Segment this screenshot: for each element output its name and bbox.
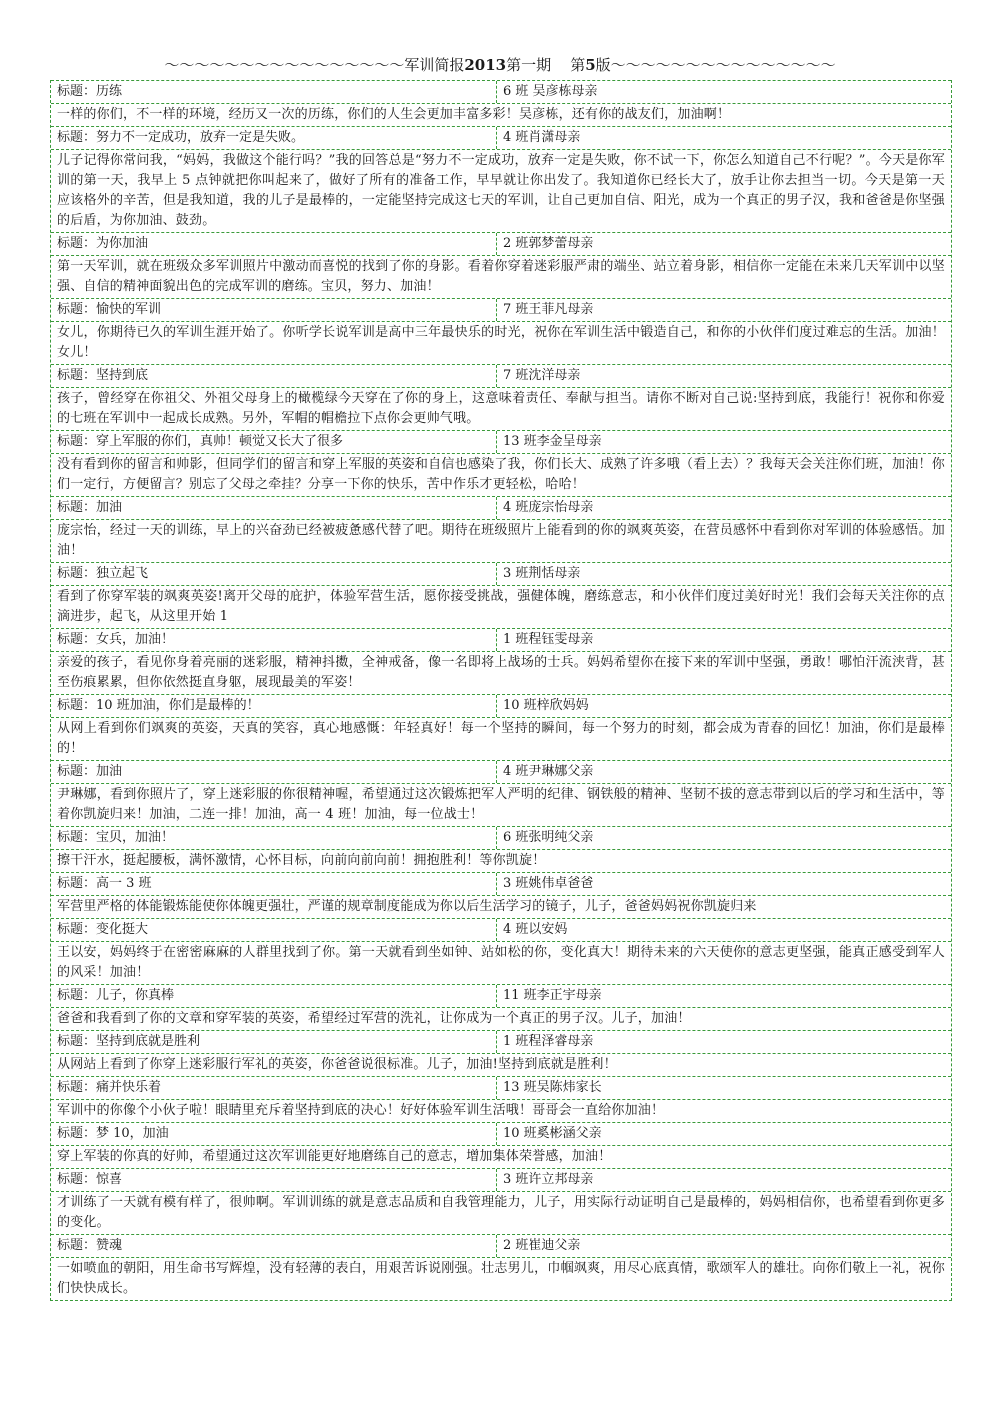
entry-title: 标题：儿子，你真棒 bbox=[51, 985, 497, 1007]
entry-header-row bbox=[51, 872, 951, 895]
entry-header-row bbox=[51, 1234, 951, 1257]
entry-author: 7 班王菲凡母亲 bbox=[503, 302, 594, 317]
message-entry bbox=[51, 496, 951, 562]
entry-header-row bbox=[51, 760, 951, 783]
header-left-waves: ～～～～～～～～～～～～～～～～ bbox=[164, 56, 405, 74]
entry-message: 从网站上看到了你穿上迷彩服行军礼的英姿，你爸爸说很标准。儿子，加油!坚持到底就是胜利！ bbox=[51, 1053, 951, 1076]
message-entry bbox=[51, 80, 951, 126]
entry-message: 擦干汗水，挺起腰板，满怀激情，心怀目标，向前向前向前！拥抱胜利！等你凯旋！ bbox=[51, 849, 951, 872]
entry-message: 儿子记得你常问我，“妈妈，我做这个能行吗？”我的回答总是“努力不一定成功，放弃一定是失败，你不试一下，你怎么知道自己不行呢？”。今天是你军训的第一天，我早上 5 点钟就把你叫起来了，做好了所有的准备工作，早早就让你出发了。我知道你已经长大了，放手让你去担当一切。今天是第一天应该格外的辛苦，但是我知道，我的儿子是最棒的，一定能坚持完成这七天的军训，让自己更加自信、阳光，成为一个真正的男子汉，我和爸爸是你坚强的后盾，为你加油、鼓劲。 bbox=[51, 149, 951, 232]
entry-title: 标题：坚持到底 bbox=[51, 365, 497, 387]
entry-title: 标题：赞魂 bbox=[51, 1235, 497, 1257]
message-entry bbox=[51, 232, 951, 298]
entry-message: 穿上军装的你真的好帅，希望通过这次军训能更好地磨练自己的意志，增加集体荣誉感，加油！ bbox=[51, 1145, 951, 1168]
entry-author: 10 班梓欣妈妈 bbox=[503, 698, 589, 713]
entry-message: 女儿，你期待已久的军训生涯开始了。你听学长说军训是高中三年最快乐的时光，祝你在军训生活中锻造自己，和你的小伙伴们度过难忘的生活。加油！女儿！ bbox=[51, 321, 951, 364]
entry-message: 看到了你穿军装的飒爽英姿!离开父母的庇护，体验军营生活，愿你接受挑战，强健体魄，磨练意志，和小伙伴们度过美好时光！我们会每天关注你的点滴进步，起飞，从这里开始 1 bbox=[51, 585, 951, 628]
entry-author: 3 班姚伟卓爸爸 bbox=[503, 876, 594, 891]
message-entry bbox=[51, 1234, 951, 1300]
message-entry bbox=[51, 298, 951, 364]
entry-header-row bbox=[51, 1076, 951, 1099]
message-entry bbox=[51, 430, 951, 496]
entry-author: 4 班尹琳娜父亲 bbox=[503, 764, 594, 779]
entry-header-row bbox=[51, 126, 951, 149]
entry-header-row bbox=[51, 1030, 951, 1053]
message-entry bbox=[51, 1122, 951, 1168]
header-paper-name: 军训简报 bbox=[404, 56, 465, 74]
entry-author: 1 班程泽睿母亲 bbox=[503, 1034, 594, 1049]
message-entry bbox=[51, 364, 951, 430]
entry-author: 2 班崔迪父亲 bbox=[503, 1238, 581, 1253]
message-entry bbox=[51, 826, 951, 872]
entry-message: 亲爱的孩子，看见你身着亮丽的迷彩服，精神抖擞，全神戒备，像一名即将上战场的士兵。妈妈希望你在接下来的军训中坚强，勇敢！哪怕汗流浃背，甚至伤痕累累，但你依然挺直身躯，展现最美的军姿！ bbox=[51, 651, 951, 694]
entry-title: 标题：变化挺大 bbox=[51, 919, 497, 941]
entry-author: 3 班荆恬母亲 bbox=[503, 566, 581, 581]
message-entry bbox=[51, 1030, 951, 1076]
header-issue: 第一期 bbox=[506, 56, 552, 74]
entry-message: 王以安，妈妈终于在密密麻麻的人群里找到了你。第一天就看到坐如钟、站如松的你，变化真大！期待未来的六天使你的意志更坚强，能真正感受到军人的风采！加油！ bbox=[51, 941, 951, 984]
entry-header-row bbox=[51, 1122, 951, 1145]
entry-message: 从网上看到你们飒爽的英姿，天真的笑容，真心地感慨：年轻真好！每一个坚持的瞬间，每一个努力的时刻，都会成为青春的回忆！加油，你们是最棒的！ bbox=[51, 717, 951, 760]
entry-header-row bbox=[51, 298, 951, 321]
entry-title: 标题：高一 3 班 bbox=[51, 873, 497, 895]
entry-title: 标题：努力不一定成功，放弃一定是失败。 bbox=[51, 127, 497, 149]
issue-header bbox=[50, 52, 950, 78]
entry-author: 13 班李金呈母亲 bbox=[503, 434, 602, 449]
entry-title: 标题：坚持到底就是胜利 bbox=[51, 1031, 497, 1053]
entry-header-row bbox=[51, 826, 951, 849]
entry-author: 7 班沈洋母亲 bbox=[503, 368, 581, 383]
entry-author: 2 班郭梦蕾母亲 bbox=[503, 236, 594, 251]
entry-message: 才训练了一天就有模有样了，很帅啊。军训训练的就是意志品质和自我管理能力，儿子，用实际行动证明自己是最棒的，妈妈相信你，也希望看到你更多的变化。 bbox=[51, 1191, 951, 1234]
entry-author: 1 班程钰雯母亲 bbox=[503, 632, 594, 647]
entry-header-row bbox=[51, 918, 951, 941]
entry-author: 4 班庞宗怡母亲 bbox=[503, 500, 594, 515]
entry-message: 尹琳娜，看到你照片了，穿上迷彩服的你很精神喔，希望通过这次锻炼把军人严明的纪律、钢铁般的精神、坚韧不拔的意志带到以后的学习和生活中，等着你凯旋归来！加油，二连一排！加油，高一 4 班！加油，每一位战士！ bbox=[51, 783, 951, 826]
message-entry bbox=[51, 760, 951, 826]
entry-title: 标题：加油 bbox=[51, 761, 497, 783]
header-page-prefix: 第 bbox=[570, 56, 586, 74]
entry-message: 第一天军训，就在班级众多军训照片中激动而喜悦的找到了你的身影。看着你穿着迷彩服严肃的端坐、站立着身影，相信你一定能在未来几天军训中以坚强、自信的精神面貌出色的完成军训的磨练。宝贝，努力、加油！ bbox=[51, 255, 951, 298]
entry-message: 庞宗怡，经过一天的训练，早上的兴奋劲已经被疲惫感代替了吧。期待在班级照片上能看到的你的飒爽英姿，在营员感怀中看到你对军训的体验感悟。加油！ bbox=[51, 519, 951, 562]
entry-author: 6 班 吴彦栋母亲 bbox=[503, 84, 598, 99]
entry-title: 标题：愉快的军训 bbox=[51, 299, 497, 321]
entry-title: 标题：加油 bbox=[51, 497, 497, 519]
entry-title: 标题：独立起飞 bbox=[51, 563, 497, 585]
header-right-waves: ～～～～～～～～～～～～～～～ bbox=[610, 56, 836, 74]
entry-title: 标题：为你加油 bbox=[51, 233, 497, 255]
entry-author: 11 班李正宇母亲 bbox=[503, 988, 602, 1003]
header-year: 2013 bbox=[464, 56, 507, 74]
entry-header-row bbox=[51, 628, 951, 651]
entry-message: 没有看到你的留言和帅影，但同学们的留言和穿上军服的英姿和自信也感染了我，你们长大、成熟了许多哦（看上去）？我每天会关注你们班，加油！你们一定行，方便留言？别忘了父母之牵挂？分享一下你的快乐，苦中作乐才更轻松，哈哈！ bbox=[51, 453, 951, 496]
message-entry bbox=[51, 984, 951, 1030]
entry-author: 6 班张明纯父亲 bbox=[503, 830, 594, 845]
entry-header-row bbox=[51, 80, 951, 103]
message-board bbox=[50, 80, 952, 1301]
entry-author: 13 班吴陈炜家长 bbox=[503, 1080, 602, 1095]
message-entry bbox=[51, 694, 951, 760]
entry-message: 一如喷血的朝阳，用生命书写辉煌，没有轻薄的表白，用艰苦诉说刚强。壮志男儿，巾帼飒爽，用尽心底真情，歌颂军人的雄壮。向你们敬上一礼，祝你们快快成长。 bbox=[51, 1257, 951, 1300]
message-entry bbox=[51, 126, 951, 232]
entry-title: 标题：穿上军服的你们，真帅！顿觉又长大了很多 bbox=[51, 431, 497, 453]
entry-message: 爸爸和我看到了你的文章和穿军装的英姿，希望经过军营的洗礼，让你成为一个真正的男子汉。儿子，加油！ bbox=[51, 1007, 951, 1030]
entry-author: 4 班肖潇母亲 bbox=[503, 130, 581, 145]
message-entry bbox=[51, 562, 951, 628]
entry-header-row bbox=[51, 232, 951, 255]
entry-title: 标题：女兵，加油！ bbox=[51, 629, 497, 651]
message-entry bbox=[51, 1168, 951, 1234]
entry-title: 标题：梦 10，加油 bbox=[51, 1123, 497, 1145]
entry-title: 标题：10 班加油，你们是最棒的！ bbox=[51, 695, 497, 717]
entry-header-row bbox=[51, 562, 951, 585]
entry-message: 孩子，曾经穿在你祖父、外祖父母身上的橄榄绿今天穿在了你的身上，这意味着责任、奉献与担当。请你不断对自己说:坚持到底，我能行！祝你和你爱的七班在军训中一起成长成熟。另外，军帽的帽檐拉下点你会更帅气哦。 bbox=[51, 387, 951, 430]
entry-header-row bbox=[51, 496, 951, 519]
message-entry bbox=[51, 872, 951, 918]
entry-message: 一样的你们，不一样的环境，经历又一次的历练，你们的人生会更加丰富多彩！吴彦栋，还有你的战友们，加油啊！ bbox=[51, 103, 951, 126]
entry-message: 军营里严格的体能锻炼能使你体魄更强壮，严谨的规章制度能成为你以后生活学习的镜子，儿子，爸爸妈妈祝你凯旋归来 bbox=[51, 895, 951, 918]
entry-title: 标题：宝贝，加油！ bbox=[51, 827, 497, 849]
entry-author: 3 班许立邦母亲 bbox=[503, 1172, 594, 1187]
entry-title: 标题：历练 bbox=[51, 81, 497, 103]
entry-header-row bbox=[51, 1168, 951, 1191]
entry-header-row bbox=[51, 364, 951, 387]
entry-author: 4 班以安妈 bbox=[503, 922, 568, 937]
entry-header-row bbox=[51, 430, 951, 453]
message-entry bbox=[51, 918, 951, 984]
entry-message: 军训中的你像个小伙子啦！眼睛里充斥着坚持到底的决心！好好体验军训生活哦！哥哥会一直给你加油！ bbox=[51, 1099, 951, 1122]
header-page-suffix: 版 bbox=[595, 56, 611, 74]
entry-author: 10 班奚彬涵父亲 bbox=[503, 1126, 602, 1141]
message-entry bbox=[51, 628, 951, 694]
header-page-number: 5 bbox=[585, 56, 596, 74]
entry-header-row bbox=[51, 694, 951, 717]
message-entry bbox=[51, 1076, 951, 1122]
entry-header-row bbox=[51, 984, 951, 1007]
entry-title: 标题：惊喜 bbox=[51, 1169, 497, 1191]
entry-title: 标题：痛并快乐着 bbox=[51, 1077, 497, 1099]
